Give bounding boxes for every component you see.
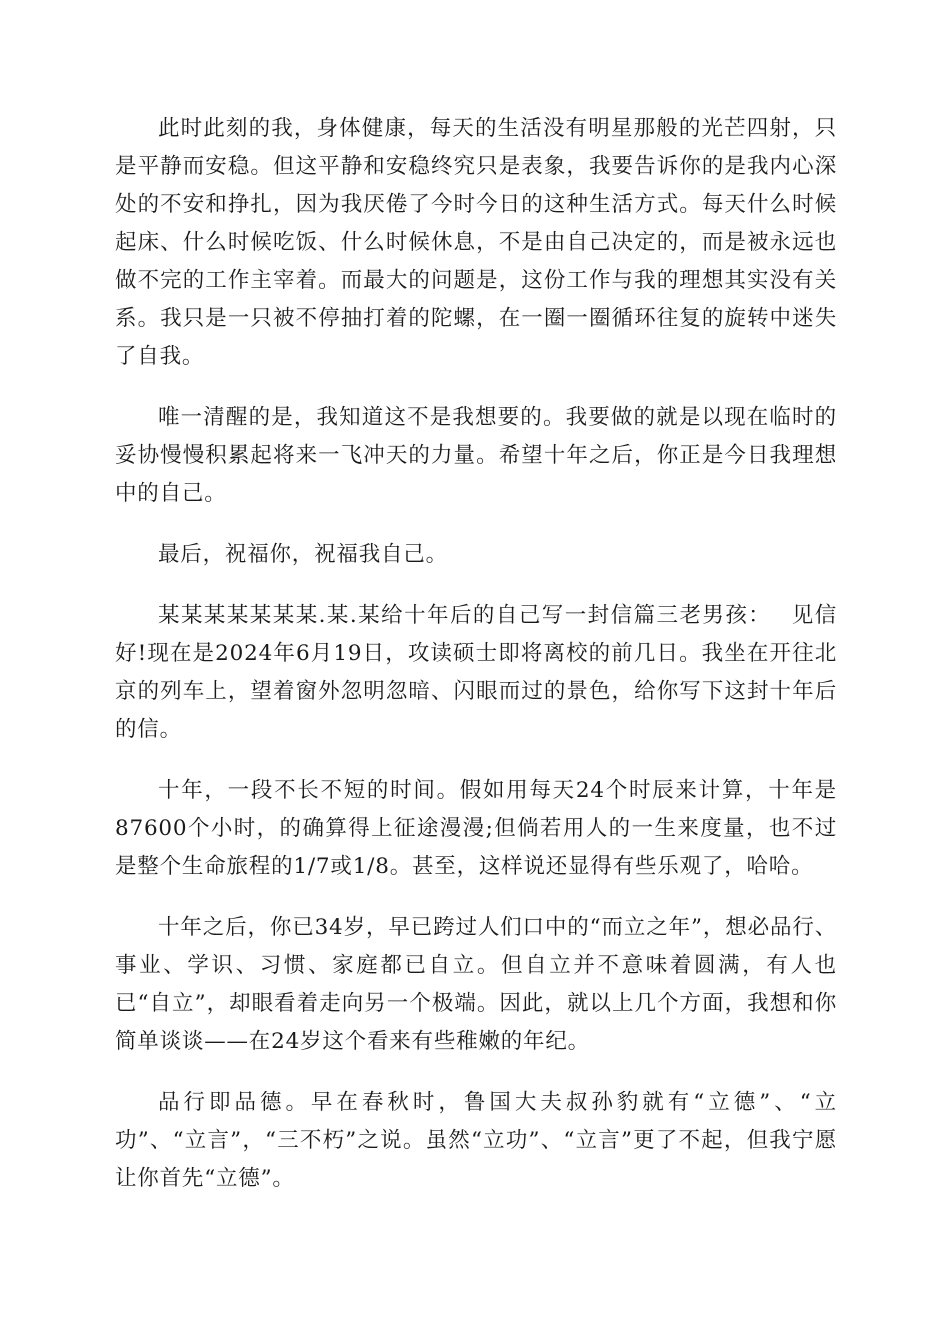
paragraph-4: 某某某某某某某.某.某给十年后的自己写一封信篇三老男孩： 见信好!现在是2024年6月19日，攻读硕士即将离校的前几日。我坐在开往北京的列车上，望着窗外忽明忽暗、闪眼而过的景色，给你写下这封十年后的信。 [115, 603, 837, 742]
paragraph-2: 唯一清醒的是，我知道这不是我想要的。我要做的就是以现在临时的妥协慢慢积累起将来一飞冲天的力量。希望十年之后，你正是今日我理想中的自己。 [115, 405, 837, 506]
paragraph-3: 最后，祝福你，祝福我自己。 [158, 542, 448, 567]
paragraph-5: 十年，一段不长不短的时间。假如用每天24个时辰来计算，十年是87600个小时，的确算得上征途漫漫;但倘若用人的一生来度量，也不过是整个生命旅程的1/7或1/8。甚至，这样说还显得有些乐观了，哈哈。 [115, 778, 837, 879]
document-page [115, 110, 837, 1221]
paragraph-1: 此时此刻的我，身体健康，每天的生活没有明星那般的光芒四射，只是平静而安稳。但这平静和安稳终究只是表象，我要告诉你的是我内心深处的不安和挣扎，因为我厌倦了今时今日的这种生活方式。每天什么时候起床、什么时候吃饭、什么时候休息，不是由自己决定的，而是被永远也做不完的工作主宰着。而最大的问题是，这份工作与我的理想其实没有关系。我只是一只被不停抽打着的陀螺，在一圈一圈循环往复的旋转中迷失了自我。 [115, 116, 837, 369]
paragraph-6: 十年之后，你已34岁，早已跨过人们口中的“而立之年”，想必品行、事业、学识、习惯、家庭都已自立。但自立并不意味着圆满，有人也已“自立”，却眼看着走向另一个极端。因此，就以上几个方面，我想和你简单谈谈——在24岁这个看来有些稚嫩的年纪。 [115, 915, 837, 1054]
paragraph-7: 品行即品德。早在春秋时，鲁国大夫叔孙豹就有“立德”、“立功”、“立言”，“三不朽”之说。虽然“立功”、“立言”更了不起，但我宁愿让你首先“立德”。 [115, 1090, 837, 1191]
